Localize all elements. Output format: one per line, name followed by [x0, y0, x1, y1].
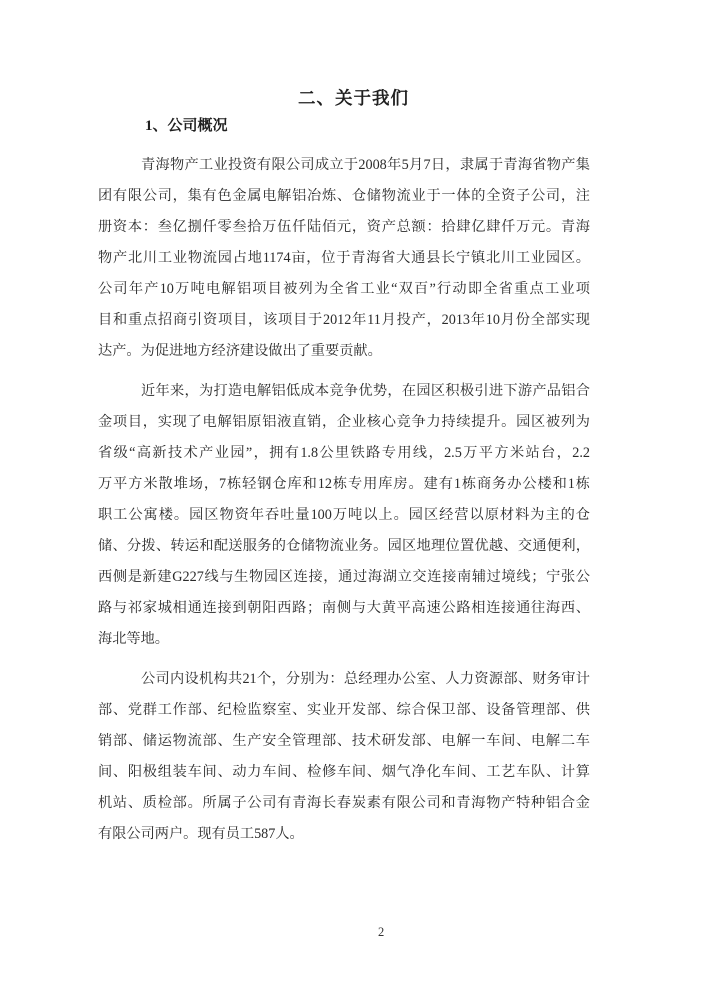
text-line: 职工公寓楼。园区物资年吞吐量100万吨以上。园区经营以原材料为主的仓 [98, 507, 590, 523]
paragraph [98, 150, 590, 367]
text-line: 册资本：叁亿捌仟零叁拾万伍仟陆佰元，资产总额：拾肆亿肆仟万元。青海 [98, 219, 590, 235]
page-number: 2 [378, 925, 385, 939]
text-line: 有限公司两户。现有员工587人。 [98, 826, 304, 842]
text-line: 西侧是新建G227线与生物园区连接，通过海湖立交连接南辅过境线；宁张公 [98, 569, 590, 585]
text-line: 达产。为促进地方经济建设做出了重要贡献。 [98, 343, 382, 359]
text-line: 团有限公司，集有色金属电解铝冶炼、仓储物流业于一体的全资子公司，注 [98, 188, 590, 204]
text-line: 销部、储运物流部、生产安全管理部、技术研发部、电解一车间、电解二车 [98, 733, 590, 749]
page-title: 二、关于我们 [298, 88, 409, 108]
text-line: 金项目，实现了电解铝原铝液直销，企业核心竞争力持续提升。园区被列为 [98, 414, 590, 430]
text-line: 万平方米散堆场，7栋轻钢仓库和12栋专用库房。建有1栋商务办公楼和1栋 [98, 476, 590, 492]
text-line: 青海物产工业投资有限公司成立于2008年5月7日，隶属于青海省物产集 [141, 157, 590, 173]
text-line: 路与祁家城相通连接到朝阳西路；南侧与大黄平高速公路相连接通往海西、 [98, 600, 590, 616]
text-line: 储、分拨、转运和配送服务的仓储物流业务。园区地理位置优越、交通便利， [98, 538, 590, 554]
text-line: 目和重点招商引资项目，该项目于2012年11月投产，2013年10月份全部实现 [98, 312, 590, 328]
text-line: 间、阳极组装车间、动力车间、检修车间、烟气净化车间、工艺车队、计算 [98, 764, 590, 780]
text-line: 近年来，为打造电解铝低成本竞争优势，在园区积极引进下游产品铝合 [141, 383, 590, 399]
section-heading: 1、公司概况 [145, 118, 228, 134]
text-line: 部、党群工作部、纪检监察室、实业开发部、综合保卫部、设备管理部、供 [98, 702, 590, 718]
paragraph [98, 376, 590, 655]
text-line: 机站、质检部。所属子公司有青海长春炭素有限公司和青海物产特种铝合金 [98, 795, 590, 811]
text-line: 公司年产10万吨电解铝项目被列为全省工业“双百”行动即全省重点工业项 [98, 281, 590, 297]
text-line: 省级“高新技术产业园”，拥有1.8公里铁路专用线，2.5万平方米站台，2.2 [98, 445, 590, 461]
document-body [98, 150, 590, 859]
text-line: 海北等地。 [98, 631, 169, 647]
text-line: 物产北川工业物流园占地1174亩，位于青海省大通县长宁镇北川工业园区。 [98, 250, 590, 266]
text-line: 公司内设机构共21个，分别为：总经理办公室、人力资源部、财务审计 [141, 671, 590, 687]
paragraph [98, 664, 590, 850]
